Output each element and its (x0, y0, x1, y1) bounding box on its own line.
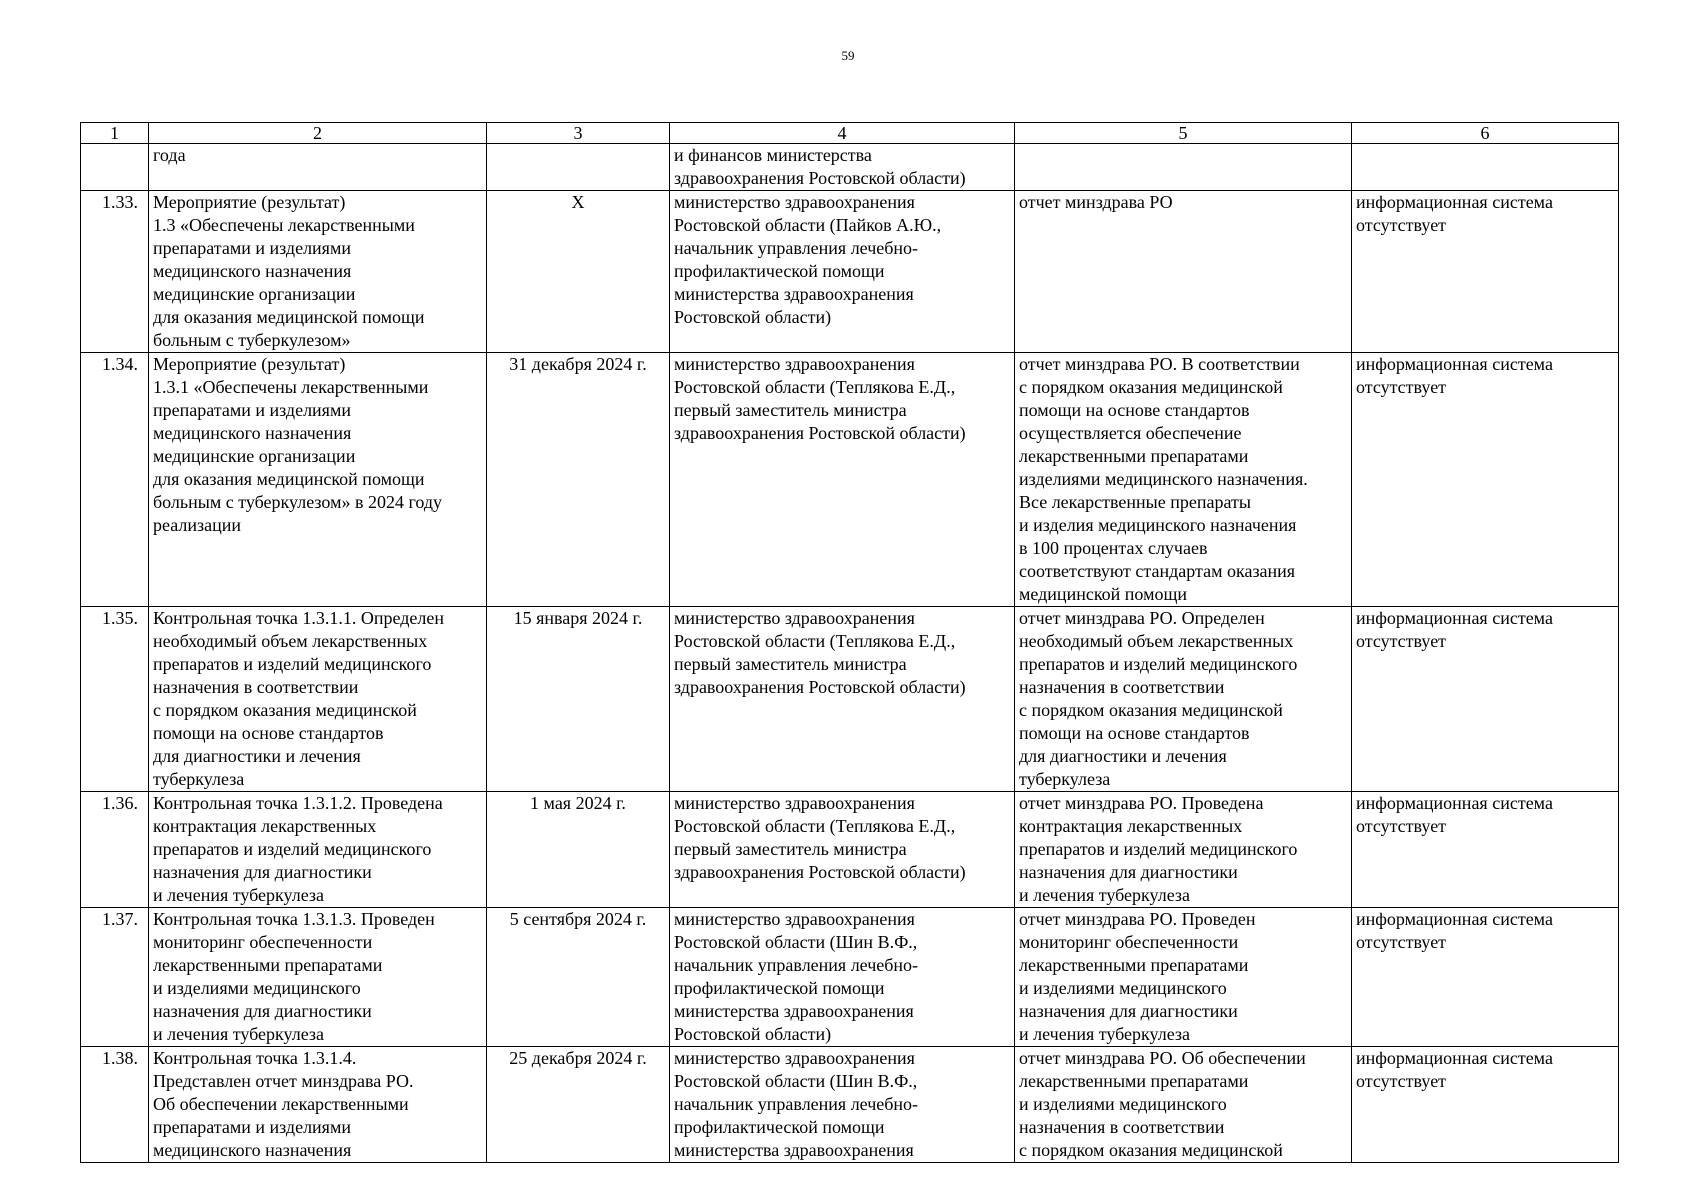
document-cell: отчет минздрава РО (1015, 191, 1352, 353)
information-system-cell: информационная система отсутствует (1352, 792, 1619, 908)
information-system-cell (1352, 144, 1619, 191)
deadline-cell: Х (487, 191, 670, 353)
document-cell: отчет минздрава РО. Определен необходимый объем лекарственных препаратов и изделий медицинского назначения в соответствии с порядком оказания медицинской помощи на основе стандартов для диагностики и лечения туберкулеза (1015, 607, 1352, 792)
information-system-cell: информационная система отсутствует (1352, 353, 1619, 607)
row-number-cell (81, 144, 149, 191)
column-number: 1 (81, 123, 149, 144)
responsible-cell: министерство здравоохранения Ростовской области (Теплякова Е.Д., первый заместитель министра здравоохранения Ростовской области) (670, 353, 1015, 607)
document-cell: отчет минздрава РО. Об обеспечении лекарственными препаратами и изделиями медицинского назначения в соответствии с порядком оказания медицинской (1015, 1047, 1352, 1163)
row-number-cell: 1.34. (81, 353, 149, 607)
information-system-cell: информационная система отсутствует (1352, 607, 1619, 792)
column-number: 3 (487, 123, 670, 144)
deadline-cell: 25 декабря 2024 г. (487, 1047, 670, 1163)
responsible-cell: министерство здравоохранения Ростовской области (Пайков А.Ю., начальник управления лечебно- профилактической помощи министерства здравоохранения Ростовской области) (670, 191, 1015, 353)
responsible-cell: министерство здравоохранения Ростовской области (Шин В.Ф., начальник управления лечебно- профилактической помощи министерства здравоохранения (670, 1047, 1015, 1163)
table-row (81, 191, 1619, 353)
column-number: 4 (670, 123, 1015, 144)
activity-name-cell: Контрольная точка 1.3.1.3. Проведен мониторинг обеспеченности лекарственными препаратами и изделиями медицинского назначения для диагностики и лечения туберкулеза (149, 908, 487, 1047)
row-number-cell: 1.33. (81, 191, 149, 353)
column-number-row (81, 123, 1619, 144)
table-row (81, 792, 1619, 908)
responsible-cell: министерство здравоохранения Ростовской области (Шин В.Ф., начальник управления лечебно- профилактической помощи министерства здравоохранения Ростовской области) (670, 908, 1015, 1047)
column-number: 2 (149, 123, 487, 144)
responsible-cell: министерство здравоохранения Ростовской области (Теплякова Е.Д., первый заместитель министра здравоохранения Ростовской области) (670, 792, 1015, 908)
information-system-cell: информационная система отсутствует (1352, 1047, 1619, 1163)
deadline-cell: 1 мая 2024 г. (487, 792, 670, 908)
activity-name-cell: года (149, 144, 487, 191)
activity-name-cell: Контрольная точка 1.3.1.1. Определен необходимый объем лекарственных препаратов и изделий медицинского назначения в соответствии с порядком оказания медицинской помощи на основе стандартов для диагностики и лечения туберкулеза (149, 607, 487, 792)
row-number-cell: 1.37. (81, 908, 149, 1047)
deadline-cell (487, 144, 670, 191)
activity-name-cell: Мероприятие (результат) 1.3.1 «Обеспечены лекарственными препаратами и изделиями медицинского назначения медицинские организации для оказания медицинской помощи больным с туберкулезом» в 2024 году реализации (149, 353, 487, 607)
document-cell: отчет минздрава РО. Проведен мониторинг обеспеченности лекарственными препаратами и изделиями медицинского назначения для диагностики и лечения туберкулеза (1015, 908, 1352, 1047)
deadline-cell: 15 января 2024 г. (487, 607, 670, 792)
page-number: 59 (841, 48, 855, 63)
table-row (81, 908, 1619, 1047)
table-row (81, 353, 1619, 607)
table-row (81, 607, 1619, 792)
activity-name-cell: Контрольная точка 1.3.1.2. Проведена контрактация лекарственных препаратов и изделий медицинского назначения для диагностики и лечения туберкулеза (149, 792, 487, 908)
row-number-cell: 1.36. (81, 792, 149, 908)
table-row (81, 1047, 1619, 1163)
document-cell (1015, 144, 1352, 191)
column-number: 5 (1015, 123, 1352, 144)
document-cell: отчет минздрава РО. Проведена контрактация лекарственных препаратов и изделий медицинского назначения для диагностики и лечения туберкулеза (1015, 792, 1352, 908)
activity-name-cell: Мероприятие (результат) 1.3 «Обеспечены лекарственными препаратами и изделиями медицинского назначения медицинские организации для оказания медицинской помощи больным с туберкулезом» (149, 191, 487, 353)
row-number-cell: 1.38. (81, 1047, 149, 1163)
plan-table (80, 122, 1619, 1163)
information-system-cell: информационная система отсутствует (1352, 191, 1619, 353)
responsible-cell: и финансов министерства здравоохранения Ростовской области) (670, 144, 1015, 191)
table-row (81, 144, 1619, 191)
row-number-cell: 1.35. (81, 607, 149, 792)
activity-name-cell: Контрольная точка 1.3.1.4. Представлен отчет минздрава РО. Об обеспечении лекарственными препаратами и изделиями медицинского назначения (149, 1047, 487, 1163)
column-number: 6 (1352, 123, 1619, 144)
deadline-cell: 5 сентября 2024 г. (487, 908, 670, 1047)
responsible-cell: министерство здравоохранения Ростовской области (Теплякова Е.Д., первый заместитель министра здравоохранения Ростовской области) (670, 607, 1015, 792)
deadline-cell: 31 декабря 2024 г. (487, 353, 670, 607)
document-cell: отчет минздрава РО. В соответствии с порядком оказания медицинской помощи на основе стандартов осуществляется обеспечение лекарственными препаратами изделиями медицинского назначения. Все лекарственные препараты и изделия медицинского назначения в 100 процентах случаев соответствуют стандартам оказания медицинской помощи (1015, 353, 1352, 607)
information-system-cell: информационная система отсутствует (1352, 908, 1619, 1047)
